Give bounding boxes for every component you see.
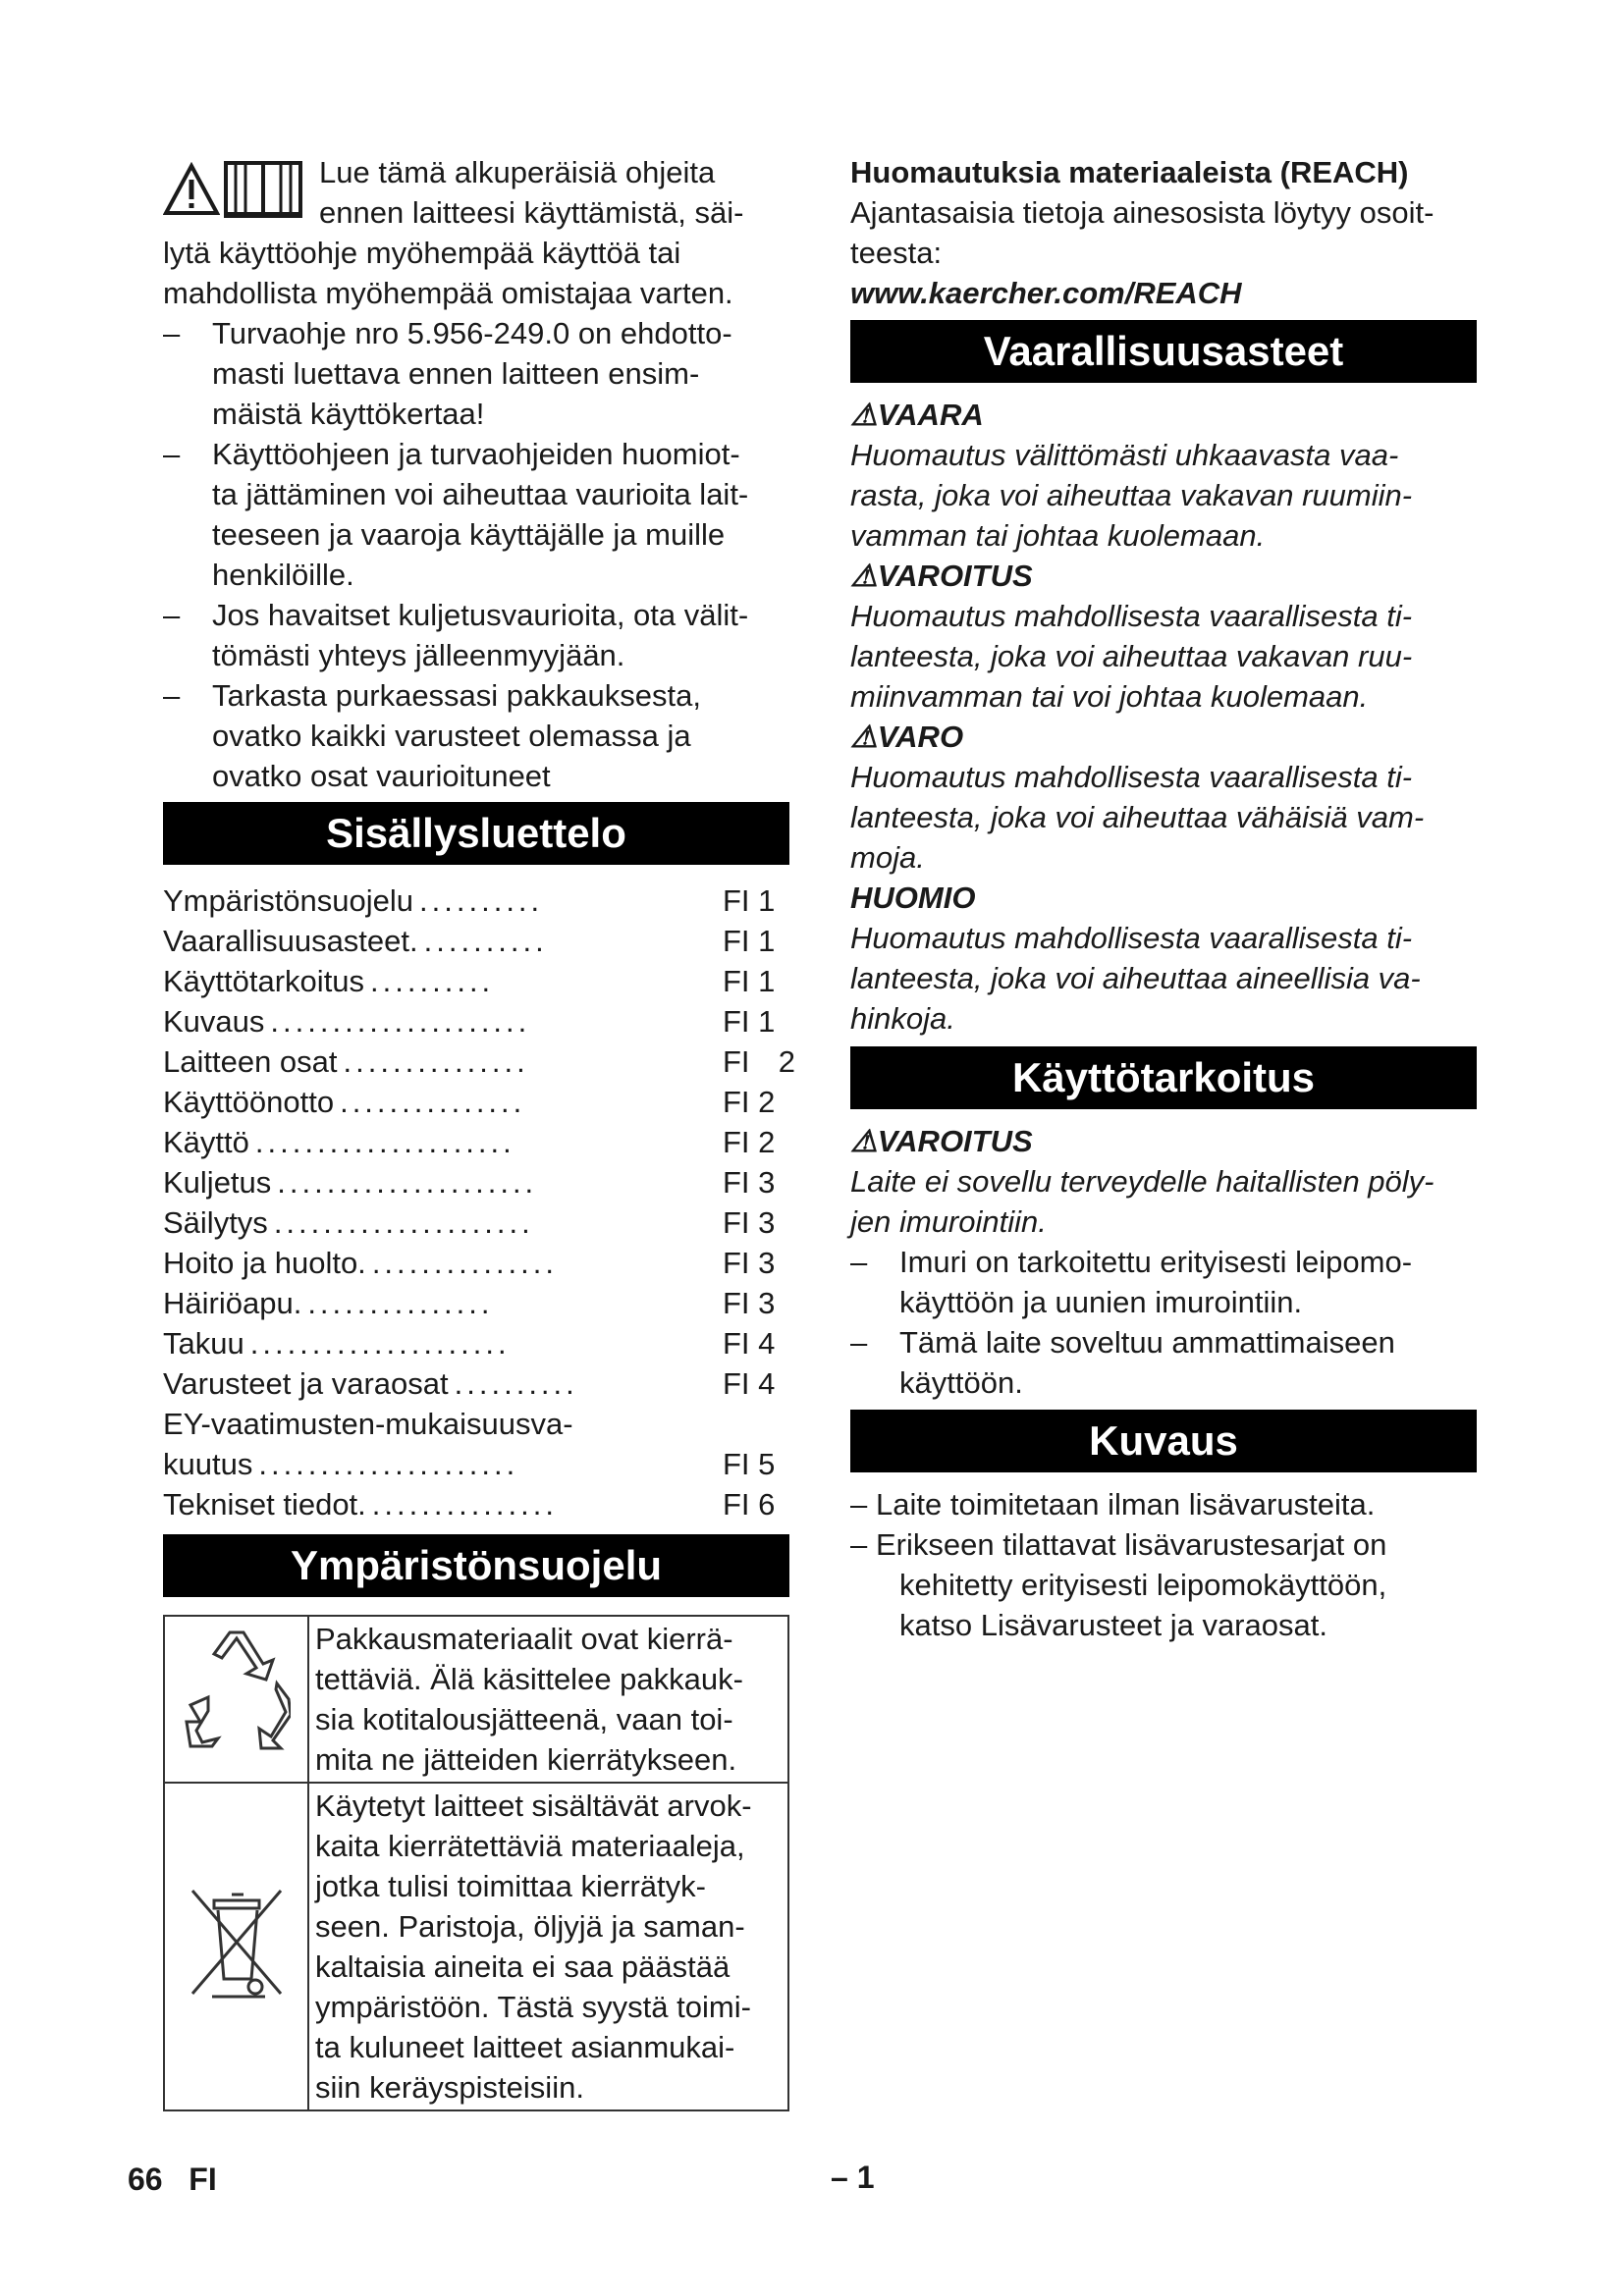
purpose-warning-text: jen imurointiin.: [850, 1204, 1047, 1239]
toc-entry[interactable]: Säilytys ..................... FI 3: [163, 1205, 776, 1240]
toc-entry[interactable]: Vaarallisuusasteet. .......... FI 1: [163, 924, 776, 958]
hazard-level-label: HUOMIO: [850, 881, 976, 915]
intro-bullet: – Turvaohje nro 5.956-249.0 on ehdotto- masti luettava ennen laitteen ensim- mäistä käyttökertaa!: [163, 316, 732, 431]
table-of-contents: [163, 881, 795, 1524]
intro-line: Lue tämä alkuperäisiä ohjeita: [319, 155, 716, 189]
hazard-text: moja.: [850, 840, 925, 875]
reach-text: teesta:: [850, 236, 943, 270]
environment-heading: Ympäristönsuojelu: [163, 1534, 789, 1597]
intro-bullet: – Jos havaitset kuljetusvaurioita, ota välit- tömästi yhteys jälleenmyyjään.: [163, 598, 749, 672]
warning-icon: [163, 162, 220, 217]
description-bullet: – Erikseen tilattavat lisävarustesarjat on kehitetty erityisesti leipomokäyttöön, katso Lisävarusteet ja varaosat.: [850, 1527, 1387, 1642]
toc-entry[interactable]: Takuu ..................... FI 4: [163, 1326, 776, 1361]
footer-section-page: – 1: [831, 2160, 875, 2195]
toc-entry[interactable]: Ympäristönsuojelu .......... FI 1: [163, 883, 776, 918]
intro-line: lytä käyttöohje myöhempää käyttöä tai: [163, 236, 681, 270]
environment-table: [163, 1615, 789, 2111]
hazard-level-label: ⚠VAROITUS: [850, 559, 1033, 593]
intro-line: ennen laitteesi käyttämistä, säi-: [319, 195, 744, 230]
hazard-text: Huomautus mahdollisesta vaarallisesta ti-: [850, 760, 1413, 794]
warning-triangle-icon: ⚠: [850, 720, 878, 754]
hazard-heading: Vaarallisuusasteet: [850, 320, 1477, 383]
recycle-icon: [164, 1616, 308, 1783]
reach-title: Huomautuksia materiaaleista (REACH): [850, 155, 1409, 189]
purpose-warning-label: ⚠VAROITUS: [850, 1124, 1033, 1158]
hazard-text: Huomautus välittömästi uhkaavasta vaa-: [850, 438, 1399, 472]
crossed-bin-icon: [164, 1783, 308, 2110]
purpose-warning-text: Laite ei sovellu terveydelle haitallisten pöly-: [850, 1164, 1435, 1199]
purpose-heading: Käyttötarkoitus: [850, 1046, 1477, 1109]
description-heading: Kuvaus: [850, 1410, 1477, 1472]
toc-entry[interactable]: Varusteet ja varaosat .......... FI 4: [163, 1366, 776, 1401]
intro-bullet: – Käyttöohjeen ja turvaohjeiden huomiot- ta jättäminen voi aiheuttaa vaurioita lait- teeseen ja vaaroja käyttäjälle ja muille henkilöille.: [163, 437, 749, 592]
table-row: [164, 1783, 788, 2110]
footer-page-number: 66 FI: [128, 2162, 217, 2197]
toc-entry[interactable]: Käyttötarkoitus .......... FI 1: [163, 964, 776, 998]
manual-book-icon: [222, 157, 304, 220]
toc-entry[interactable]: Käyttö ..................... FI 2: [163, 1125, 776, 1159]
purpose-bullet: – Tämä laite soveltuu ammattimaiseen käyttöön.: [850, 1325, 1395, 1400]
warning-triangle-icon: ⚠: [850, 398, 878, 432]
hazard-text: miinvamman tai voi johtaa kuolemaan.: [850, 679, 1369, 714]
toc-heading: Sisällysluettelo: [163, 802, 789, 865]
warning-triangle-icon: ⚠: [850, 1124, 878, 1158]
environment-packaging-text: Pakkausmateriaalit ovat kierrä- tettäviä. Älä käsittelee pakkauk- sia kotitalousjätteenä, vaan toi- mita ne jätteiden kierrätykseen.: [308, 1616, 788, 1783]
hazard-text: lanteesta, joka voi aiheuttaa vakavan ruu-: [850, 639, 1413, 673]
hazard-text: lanteesta, joka voi aiheuttaa aineellisia va-: [850, 961, 1421, 995]
hazard-text: lanteesta, joka voi aiheuttaa vähäisiä vam-: [850, 800, 1425, 834]
description-bullet: – Laite toimitetaan ilman lisävarusteita.: [850, 1487, 1376, 1522]
toc-entry[interactable]: Käyttöönotto ............... FI 2: [163, 1085, 776, 1119]
toc-entry[interactable]: Laitteen osat ............... FI 2: [163, 1044, 795, 1079]
toc-entry[interactable]: Hoito ja huolto. ............... FI 3: [163, 1246, 776, 1280]
hazard-text: hinkoja.: [850, 1001, 955, 1036]
reach-text: Ajantasaisia tietoja ainesosista löytyy osoit-: [850, 195, 1435, 230]
purpose-bullet: – Imuri on tarkoitettu erityisesti leipomo- käyttöön ja uunien imurointiin.: [850, 1245, 1413, 1319]
intro-line: mahdollista myöhempää omistajaa varten.: [163, 276, 733, 310]
reach-url-link[interactable]: www.kaercher.com/REACH: [850, 276, 1242, 310]
toc-entry[interactable]: Kuljetus ..................... FI 3: [163, 1165, 776, 1200]
hazard-level-label: ⚠VARO: [850, 720, 964, 754]
hazard-text: rasta, joka voi aiheuttaa vakavan ruumiin-: [850, 478, 1413, 512]
toc-entry[interactable]: Häiriöapu. ............... FI 3: [163, 1286, 776, 1320]
table-row: [164, 1616, 788, 1783]
hazard-text: Huomautus mahdollisesta vaarallisesta ti-: [850, 599, 1413, 633]
warning-triangle-icon: ⚠: [850, 559, 878, 593]
intro-bullet: – Tarkasta purkaessasi pakkauksesta, ovatko kaikki varusteet olemassa ja ovatko osat vaurioituneet: [163, 678, 701, 793]
toc-entry[interactable]: EY-vaatimusten-mukaisuusva-: [163, 1407, 573, 1441]
hazard-text: Huomautus mahdollisesta vaarallisesta ti-: [850, 921, 1413, 955]
hazard-text: vamman tai johtaa kuolemaan.: [850, 518, 1266, 553]
toc-entry[interactable]: kuutus ..................... FI 5: [163, 1447, 776, 1481]
toc-entry[interactable]: Tekniset tiedot. ............... FI 6: [163, 1487, 776, 1522]
environment-devices-text: Käytetyt laitteet sisältävät arvok- kaita kierrätettäviä materiaaleja, jotka tulisi toimittaa kierrätyk- seen. Paristoja, öljyjä ja saman- kaltaisia aineita ei saa päästää ympäristöön. Tästä syystä toimi- ta kuluneet laitteet asianmukai- siin keräyspisteisiin.: [308, 1783, 788, 2110]
hazard-level-label: ⚠VAARA: [850, 398, 984, 432]
toc-entry[interactable]: Kuvaus ..................... FI 1: [163, 1004, 776, 1039]
